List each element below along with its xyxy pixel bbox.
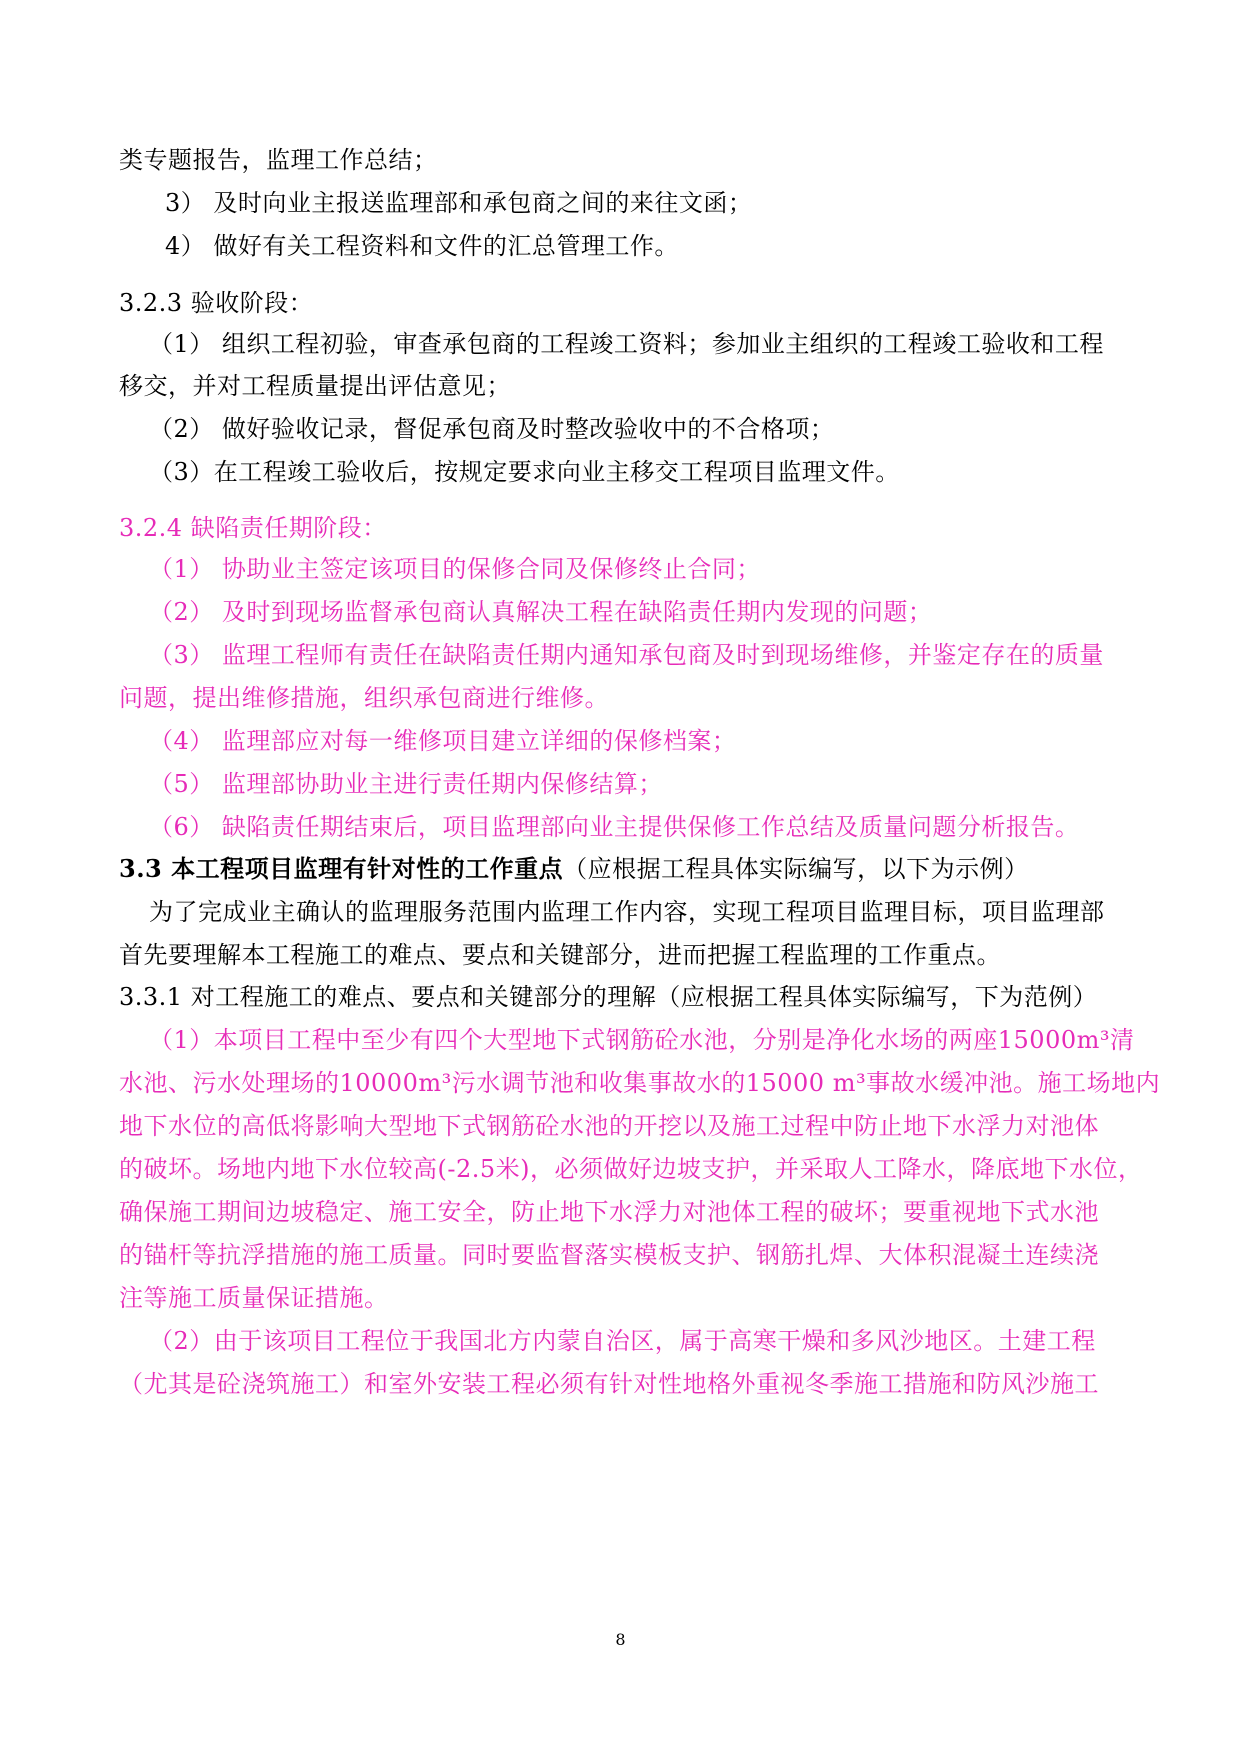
text-line: 问题，提出维修措施，组织承包商进行维修。 [119,684,609,712]
list-item: （1） 组织工程初验，审查承包商的工程竣工资料；参加业主组织的工程竣工验收和工程 [149,330,1104,358]
text-line: （2）由于该项目工程位于我国北方内蒙自治区，属于高寒干燥和多风沙地区。土建工程 [149,1327,1096,1355]
text-line: 首先要理解本工程施工的难点、要点和关键部分，进而把握工程监理的工作重点。 [119,941,1001,969]
list-item: （4） 监理部应对每一维修项目建立详细的保修档案； [149,727,737,755]
text-line: （1）本项目工程中至少有四个大型地下式钢筋砼水池，分别是净化水场的两座15000m³清 [149,1026,1135,1054]
section-heading: 3.2.3 验收阶段： [119,289,314,317]
section-heading: 3.2.4 缺陷责任期阶段： [119,514,387,542]
section-heading: 3.3 本工程项目监理有针对性的工作重点 [119,854,564,883]
list-item: （3）在工程竣工验收后，按规定要求向业主移交工程项目监理文件。 [149,458,900,486]
list-item: （3） 监理工程师有责任在缺陷责任期内通知承包商及时到现场维修，并鉴定存在的质量 [149,641,1104,669]
section-heading-row [0,853,1241,885]
list-item: （5） 监理部协助业主进行责任期内保修结算； [149,770,663,798]
list-item: （2） 及时到现场监督承包商认真解决工程在缺陷责任期内发现的问题； [149,598,933,626]
text-line: 的锚杆等抗浮措施的施工质量。同时要监督落实模板支护、钢筋扎焊、大体积混凝土连续浇 [119,1241,1099,1269]
text-line: 移交，并对工程质量提出评估意见； [119,372,511,400]
heading-note: （应根据工程具体实际编写，以下为示例） [563,855,1029,883]
text-line: （尤其是砼浇筑施工）和室外安装工程必须有针对性地格外重视冬季施工措施和防风沙施工 [119,1370,1099,1398]
text-line: 的破坏。场地内地下水位较高(-2.5米)，必须做好边坡支护，并采取人工降水，降底地下水位， [119,1155,1143,1183]
list-item: 4） 做好有关工程资料和文件的汇总管理工作。 [165,232,679,260]
list-item: 3） 及时向业主报送监理部和承包商之间的来往文函； [165,189,753,217]
page-number: 8 [615,1630,626,1649]
text-line: 类专题报告，监理工作总结； [119,146,438,174]
text-line: 地下水位的高低将影响大型地下式钢筋砼水池的开挖以及施工过程中防止地下水浮力对池体 [119,1112,1099,1140]
list-item: （2） 做好验收记录，督促承包商及时整改验收中的不合格项； [149,415,835,443]
text-line: 水池、污水处理场的10000m³污水调节池和收集事故水的15000 m³事故水缓冲池。施工场地内 [119,1069,1161,1097]
list-item: （6） 缺陷责任期结束后，项目监理部向业主提供保修工作总结及质量问题分析报告。 [149,813,1080,841]
list-item: （1） 协助业主签定该项目的保修合同及保修终止合同； [149,555,761,583]
text-line: 注等施工质量保证措施。 [119,1284,389,1312]
text-line: 确保施工期间边坡稳定、施工安全，防止地下水浮力对池体工程的破坏；要重视地下式水池 [119,1198,1099,1226]
text-line: 为了完成业主确认的监理服务范围内监理工作内容，实现工程项目监理目标，项目监理部 [149,898,1105,926]
section-heading: 3.3.1 对工程施工的难点、要点和关键部分的理解（应根据工程具体实际编写，下为范例） [119,983,1098,1011]
